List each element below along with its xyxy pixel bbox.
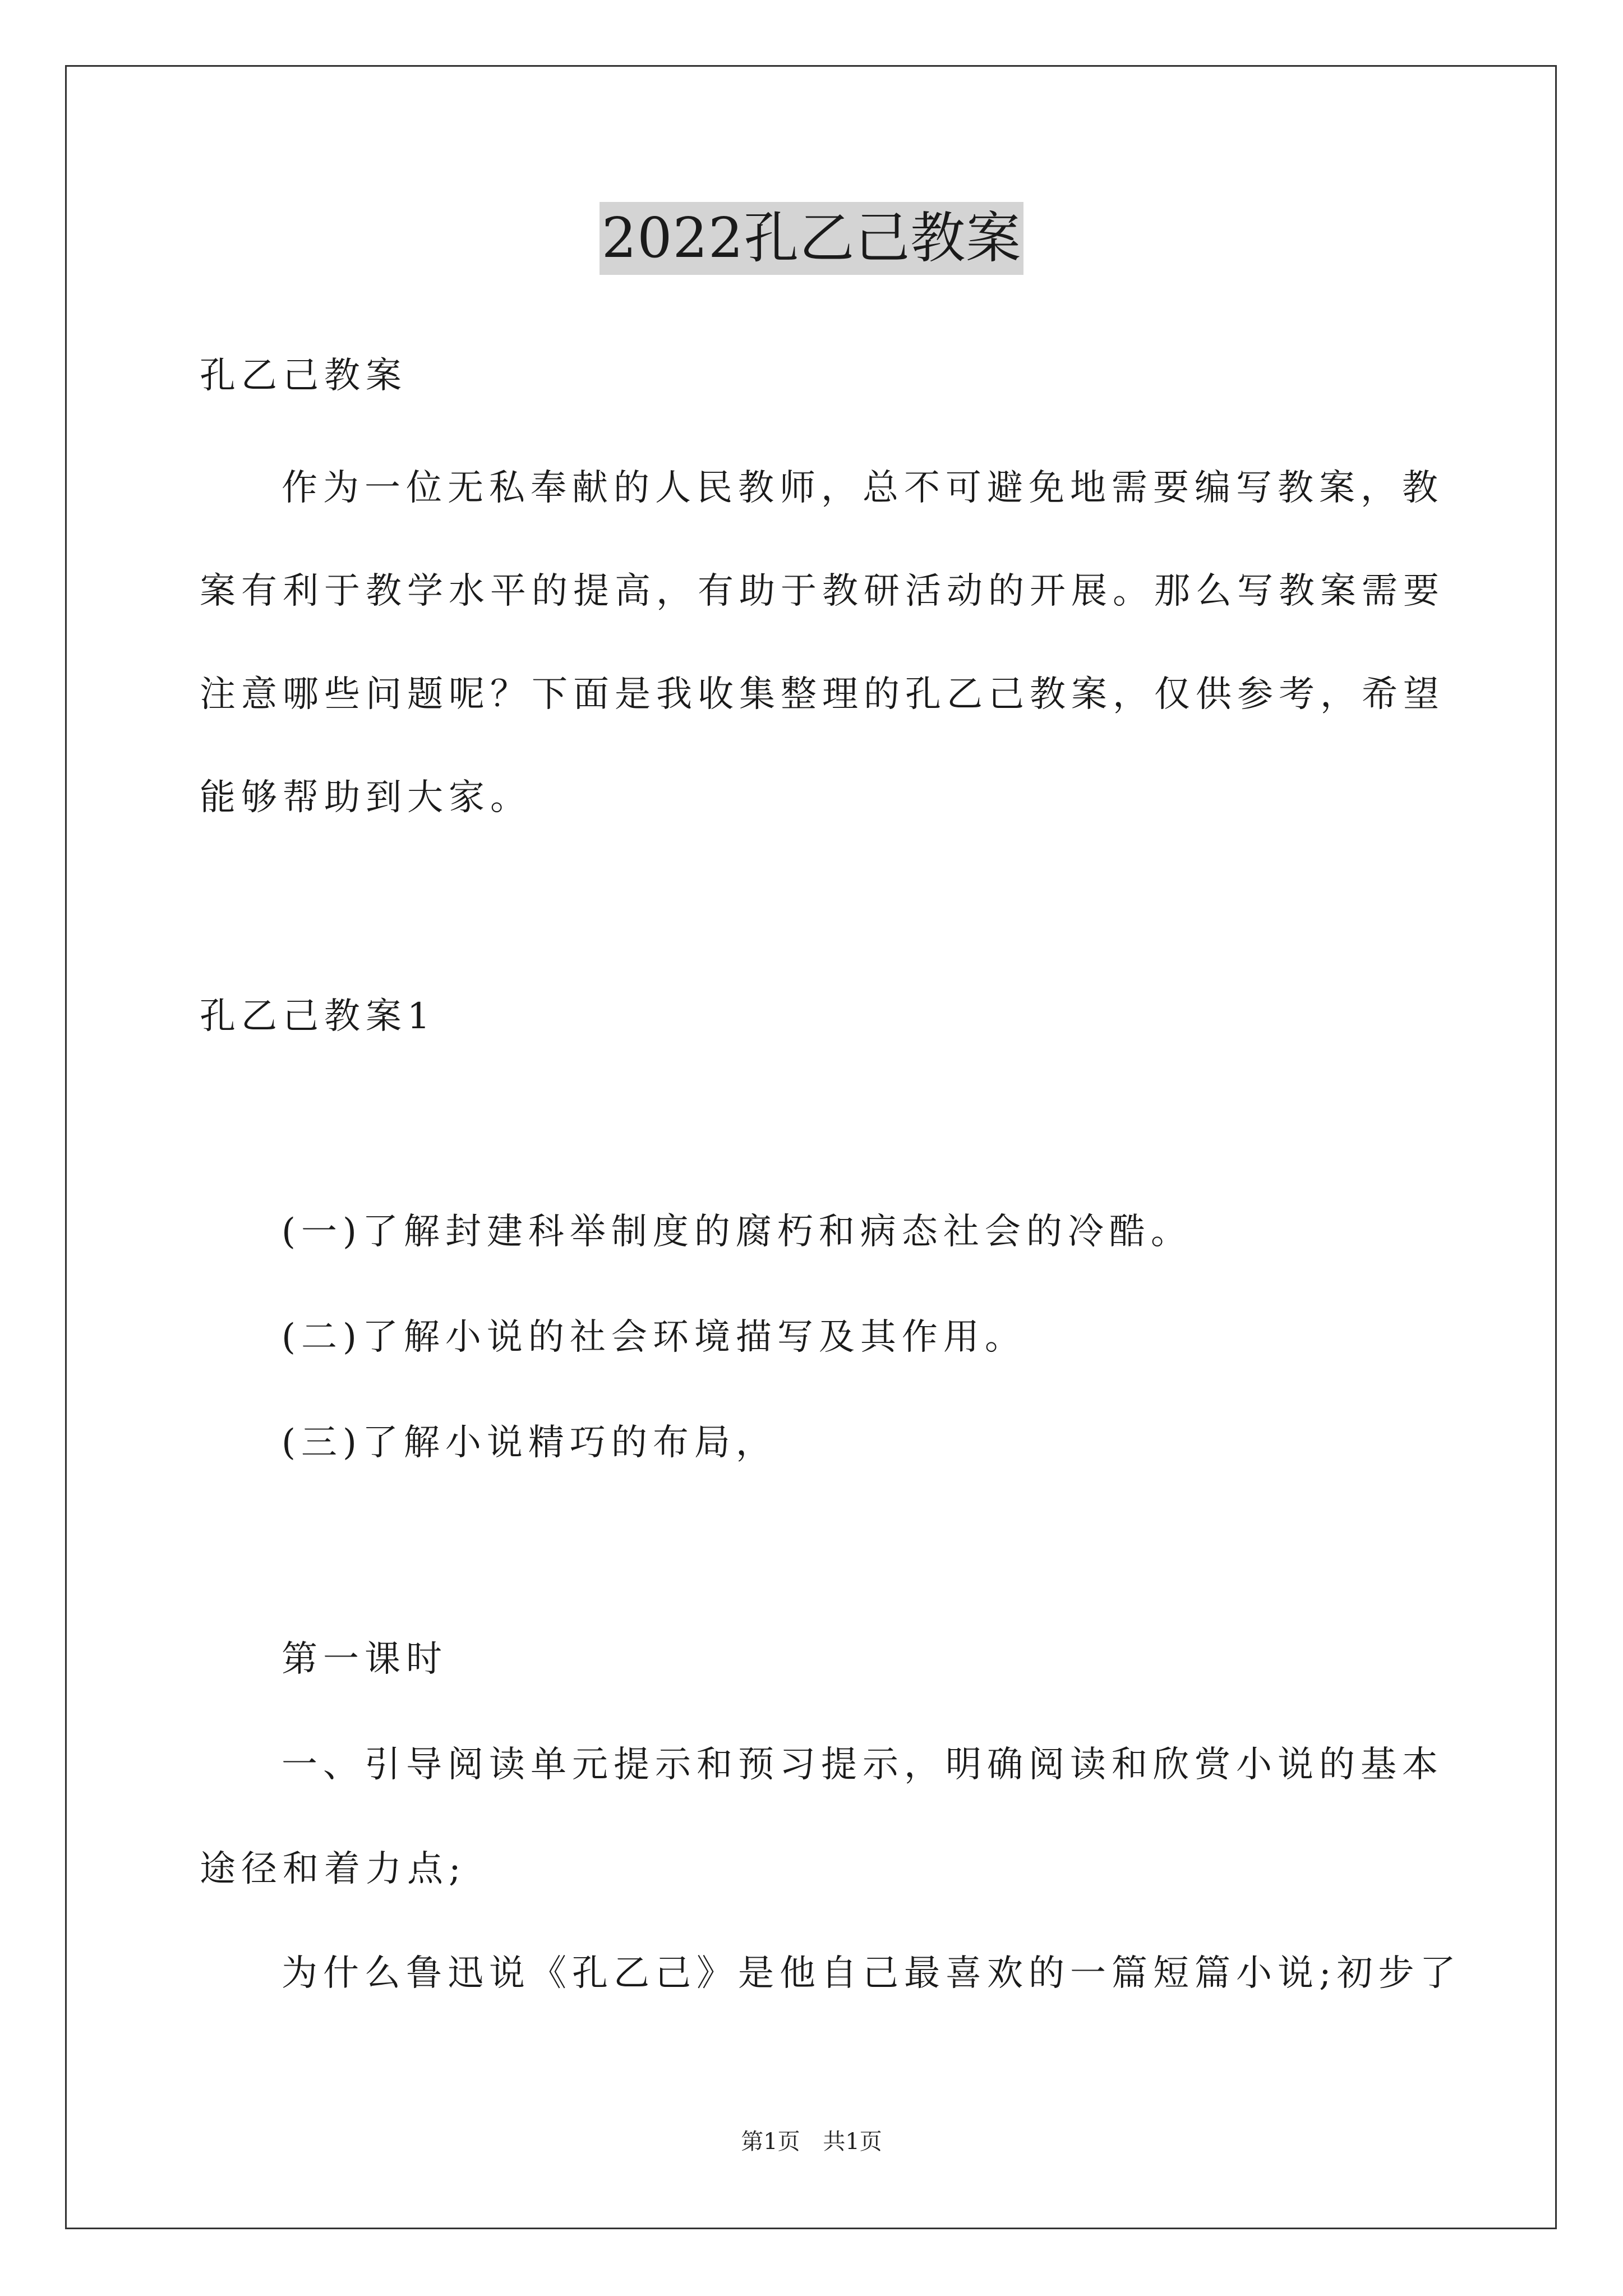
intro-line-2: 案有利于教学水平的提高，有助于教研活动的开展。那么写教案需要: [200, 570, 1445, 612]
body-line-3: 为什么鲁迅说《孔乙己》是他自己最喜欢的一篇短篇小说;初步了: [282, 1953, 1461, 1994]
intro-line-3: 注意哪些问题呢？下面是我收集整理的孔乙己教案，仅供参考，希望: [200, 674, 1445, 715]
objective-3: (三)了解小说精巧的布局，: [282, 1422, 777, 1464]
page-total: 共1页: [823, 2129, 882, 2155]
document-subtitle: 孔乙己教案: [200, 355, 407, 397]
lesson-heading: 第一课时: [282, 1639, 448, 1680]
intro-line-1: 作为一位无私奉献的人民教师，总不可避免地需要编写教案，教: [282, 467, 1444, 509]
body-line-2: 途径和着力点;: [200, 1848, 467, 1890]
title-container: [0, 202, 1623, 275]
document-title: 2022孔乙己教案: [600, 202, 1023, 275]
section-heading: 孔乙己教案1: [200, 996, 436, 1037]
page-current: 第1页: [741, 2129, 800, 2155]
page-footer: [0, 2126, 1623, 2157]
intro-line-4: 能够帮助到大家。: [200, 777, 532, 818]
objective-2: (二)了解小说的社会环境描写及其作用。: [282, 1317, 1026, 1358]
body-line-1: 一、引导阅读单元提示和预习提示，明确阅读和欣赏小说的基本: [282, 1744, 1444, 1786]
objective-1: (一)了解封建科举制度的腐朽和病态社会的冷酷。: [282, 1211, 1192, 1253]
